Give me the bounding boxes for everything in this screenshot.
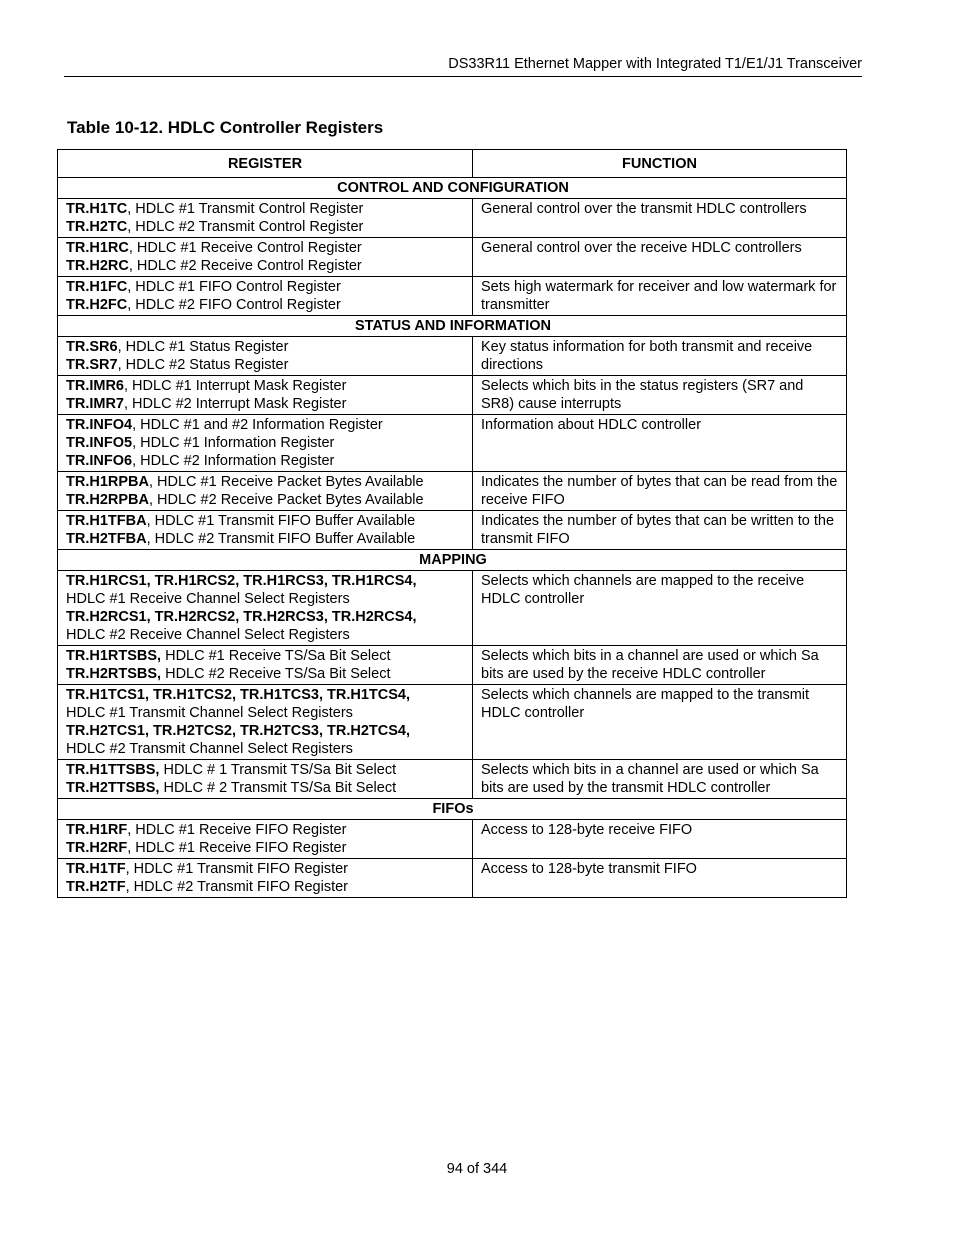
- register-description: , HDLC #2 FIFO Control Register: [127, 297, 341, 313]
- register-description: HDLC #2 Receive Channel Select Registers: [66, 627, 350, 643]
- register-cell: [58, 820, 473, 859]
- register-line: [66, 512, 466, 530]
- register-cell: [58, 685, 473, 760]
- register-name: TR.H2RTSBS,: [66, 666, 162, 682]
- function-cell: Access to 128-byte transmit FIFO: [473, 859, 847, 898]
- function-cell: General control over the transmit HDLC controllers: [473, 199, 847, 238]
- register-name: TR.H1TC: [66, 201, 128, 217]
- register-description: HDLC #2 Transmit Channel Select Registers: [66, 741, 353, 757]
- register-description: , HDLC #1 Receive FIFO Register: [127, 840, 347, 856]
- register-cell: [58, 859, 473, 898]
- function-cell: Access to 128-byte receive FIFO: [473, 820, 847, 859]
- register-description: , HDLC #1 Transmit FIFO Register: [125, 861, 348, 877]
- table-row: [58, 646, 847, 685]
- register-line: [66, 491, 466, 509]
- section-header-row: [58, 316, 847, 337]
- section-header-row: [58, 178, 847, 199]
- register-line: [66, 200, 466, 218]
- document-title: DS33R11 Ethernet Mapper with Integrated T1/E1/J1 Transceiver: [448, 56, 862, 72]
- register-line: [66, 821, 466, 839]
- register-cell: [58, 760, 473, 799]
- register-description: HDLC #1 Receive TS/Sa Bit Select: [161, 648, 391, 664]
- register-name: TR.H2RPBA: [66, 492, 149, 508]
- register-cell: [58, 376, 473, 415]
- section-title: MAPPING: [58, 550, 847, 571]
- register-name: TR.H1TFBA: [66, 513, 147, 529]
- register-description: , HDLC #2 Interrupt Mask Register: [124, 396, 347, 412]
- function-cell: Selects which bits in the status registers (SR7 and SR8) cause interrupts: [473, 376, 847, 415]
- table-row: [58, 571, 847, 646]
- register-name: TR.H1RTSBS,: [66, 648, 162, 664]
- table-row: [58, 859, 847, 898]
- register-line: [66, 740, 466, 758]
- register-description: , HDLC #2 Receive Packet Bytes Available: [148, 492, 424, 508]
- register-description: HDLC # 2 Transmit TS/Sa Bit Select: [159, 780, 397, 796]
- table-row: [58, 760, 847, 799]
- register-description: HDLC #1 Receive Channel Select Registers: [66, 591, 350, 607]
- table-row: [58, 472, 847, 511]
- register-name: TR.H2RC: [66, 258, 129, 274]
- register-name: TR.H2TCS1, TR.H2TCS2, TR.H2TCS3, TR.H2TCS4,: [66, 723, 411, 739]
- section-title: FIFOs: [58, 799, 847, 820]
- register-line: [66, 473, 466, 491]
- register-line: [66, 572, 466, 590]
- register-line: [66, 704, 466, 722]
- function-cell: Selects which bits in a channel are used or which Sa bits are used by the receive HDLC controller: [473, 646, 847, 685]
- register-name: TR.SR7: [66, 357, 118, 373]
- function-cell: General control over the receive HDLC controllers: [473, 238, 847, 277]
- register-cell: [58, 646, 473, 685]
- register-line: [66, 530, 466, 548]
- register-line: [66, 590, 466, 608]
- table-title: Table 10-12. HDLC Controller Registers: [67, 118, 384, 137]
- register-name: TR.H1RC: [66, 240, 129, 256]
- function-cell: Indicates the number of bytes that can be read from the receive FIFO: [473, 472, 847, 511]
- table-row: [58, 820, 847, 859]
- register-line: [66, 779, 466, 797]
- register-name: TR.H2FC: [66, 297, 128, 313]
- register-line: [66, 647, 466, 665]
- register-line: [66, 377, 466, 395]
- register-description: , HDLC #1 FIFO Control Register: [127, 279, 341, 295]
- register-name: TR.H1TCS1, TR.H1TCS2, TR.H1TCS3, TR.H1TCS4,: [66, 687, 411, 703]
- register-description: , HDLC #1 Receive Packet Bytes Available: [148, 474, 424, 490]
- section-header-row: [58, 799, 847, 820]
- register-cell: [58, 415, 473, 472]
- register-line: [66, 722, 466, 740]
- register-line: [66, 878, 466, 896]
- table-row: [58, 511, 847, 550]
- register-line: [66, 452, 466, 470]
- register-description: , HDLC #1 Information Register: [132, 435, 335, 451]
- register-name: TR.INFO6: [66, 453, 133, 469]
- column-header-register: REGISTER: [58, 150, 473, 178]
- function-cell: Selects which channels are mapped to the transmit HDLC controller: [473, 685, 847, 760]
- register-cell: [58, 199, 473, 238]
- register-line: [66, 686, 466, 704]
- register-cell: [58, 571, 473, 646]
- function-cell: Indicates the number of bytes that can be written to the transmit FIFO: [473, 511, 847, 550]
- register-description: , HDLC #2 Transmit Control Register: [127, 219, 364, 235]
- table-row: [58, 238, 847, 277]
- register-name: TR.H2TFBA: [66, 531, 147, 547]
- register-cell: [58, 472, 473, 511]
- register-name: TR.INFO5: [66, 435, 133, 451]
- register-description: , HDLC #2 Transmit FIFO Register: [125, 879, 348, 895]
- section-title: CONTROL AND CONFIGURATION: [58, 178, 847, 199]
- register-line: [66, 626, 466, 644]
- register-name: TR.H1TF: [66, 861, 126, 877]
- table-row: [58, 337, 847, 376]
- section-header-row: [58, 550, 847, 571]
- function-cell: Key status information for both transmit and receive directions: [473, 337, 847, 376]
- table-row: [58, 277, 847, 316]
- register-description: , HDLC #1 Transmit Control Register: [127, 201, 364, 217]
- register-line: [66, 278, 466, 296]
- register-line: [66, 395, 466, 413]
- function-cell: Selects which bits in a channel are used or which Sa bits are used by the transmit HDLC controller: [473, 760, 847, 799]
- register-cell: [58, 238, 473, 277]
- register-line: [66, 296, 466, 314]
- function-cell: Selects which channels are mapped to the receive HDLC controller: [473, 571, 847, 646]
- register-line: [66, 239, 466, 257]
- table-header-row: [58, 150, 847, 178]
- register-line: [66, 860, 466, 878]
- register-name: TR.H1TTSBS,: [66, 762, 160, 778]
- register-line: [66, 434, 466, 452]
- register-description: , HDLC #1 Receive Control Register: [128, 240, 362, 256]
- register-description: , HDLC #1 Interrupt Mask Register: [124, 378, 347, 394]
- register-description: HDLC #2 Receive TS/Sa Bit Select: [161, 666, 391, 682]
- register-name: TR.IMR7: [66, 396, 124, 412]
- register-name: TR.SR6: [66, 339, 118, 355]
- register-name: TR.H2RF: [66, 840, 128, 856]
- register-name: TR.H1RF: [66, 822, 128, 838]
- register-name: TR.IMR6: [66, 378, 124, 394]
- register-name: TR.H2TF: [66, 879, 126, 895]
- register-name: TR.H1FC: [66, 279, 128, 295]
- table-row: [58, 199, 847, 238]
- section-title: STATUS AND INFORMATION: [58, 316, 847, 337]
- register-cell: [58, 337, 473, 376]
- register-description: , HDLC #2 Transmit FIFO Buffer Available: [146, 531, 416, 547]
- register-line: [66, 257, 466, 275]
- hdlc-register-table: [57, 149, 847, 898]
- register-description: , HDLC #1 Transmit FIFO Buffer Available: [146, 513, 416, 529]
- register-name: TR.H1RCS1, TR.H1RCS2, TR.H1RCS3, TR.H1RCS4,: [66, 573, 417, 589]
- register-description: , HDLC #1 Receive FIFO Register: [127, 822, 347, 838]
- page-number: 94 of 344: [446, 1161, 508, 1177]
- register-name: TR.H2RCS1, TR.H2RCS2, TR.H2RCS3, TR.H2RCS4,: [66, 609, 417, 625]
- register-description: , HDLC #2 Status Register: [117, 357, 289, 373]
- register-line: [66, 665, 466, 683]
- table-row: [58, 415, 847, 472]
- register-description: , HDLC #1 Status Register: [117, 339, 289, 355]
- register-cell: [58, 277, 473, 316]
- register-cell: [58, 511, 473, 550]
- register-description: HDLC # 1 Transmit TS/Sa Bit Select: [159, 762, 397, 778]
- register-name: TR.H2TTSBS,: [66, 780, 160, 796]
- function-cell: Information about HDLC controller: [473, 415, 847, 472]
- table-body: [58, 178, 847, 898]
- register-name: TR.H1RPBA: [66, 474, 149, 490]
- register-description: , HDLC #2 Receive Control Register: [128, 258, 362, 274]
- page-header: [64, 54, 862, 77]
- register-line: [66, 839, 466, 857]
- table-row: [58, 685, 847, 760]
- register-line: [66, 761, 466, 779]
- register-line: [66, 416, 466, 434]
- register-line: [66, 218, 466, 236]
- column-header-function: FUNCTION: [473, 150, 847, 178]
- register-line: [66, 356, 466, 374]
- register-line: [66, 338, 466, 356]
- function-cell: Sets high watermark for receiver and low watermark for transmitter: [473, 277, 847, 316]
- register-description: , HDLC #2 Information Register: [132, 453, 335, 469]
- register-name: TR.H2TC: [66, 219, 128, 235]
- table-row: [58, 376, 847, 415]
- register-description: , HDLC #1 and #2 Information Register: [132, 417, 383, 433]
- register-line: [66, 608, 466, 626]
- register-name: TR.INFO4: [66, 417, 133, 433]
- register-description: HDLC #1 Transmit Channel Select Registers: [66, 705, 353, 721]
